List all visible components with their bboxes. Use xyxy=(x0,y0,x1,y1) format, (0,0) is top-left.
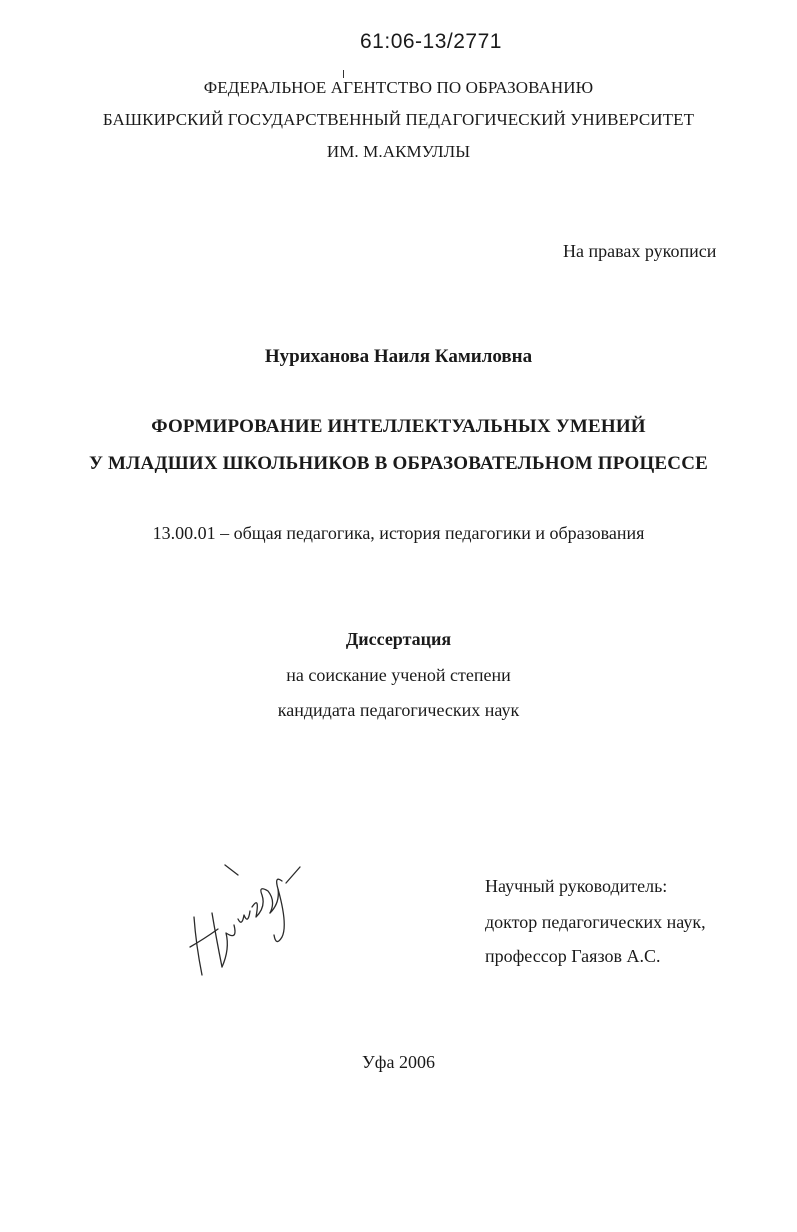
handwritten-signature-icon xyxy=(178,855,308,985)
city-and-year: Уфа 2006 xyxy=(362,1052,435,1072)
degree-line-2: кандидата педагогических наук xyxy=(277,700,520,720)
thesis-title-line-2: У МЛАДШИХ ШКОЛЬНИКОВ В ОБРАЗОВАТЕЛЬНОМ ПРОЦЕССЕ xyxy=(88,453,709,474)
thesis-title-line-1: ФОРМИРОВАНИЕ ИНТЕЛЛЕКТУАЛЬНЫХ УМЕНИЙ xyxy=(151,416,646,437)
university-named-after: ИМ. М.АКМУЛЛЫ xyxy=(326,142,471,161)
manuscript-note: На правах рукописи xyxy=(563,241,717,261)
degree-line-1: на соискание ученой степени xyxy=(286,665,511,685)
advisor-degree: доктор педагогических наук, xyxy=(485,912,706,932)
author-name: Нурихановa Наиля Камиловна xyxy=(264,346,533,367)
university-name: БАШКИРСКИЙ ГОСУДАРСТВЕННЫЙ ПЕДАГОГИЧЕСКИЙ УНИВЕРСИТЕТ xyxy=(102,110,695,129)
advisor-label: Научный руководитель: xyxy=(485,876,668,896)
advisor-name: профессор Гаязов А.С. xyxy=(485,946,661,966)
scan-mark xyxy=(343,70,344,78)
specialty-code: 13.00.01 – общая педагогика, история педагогики и образования xyxy=(152,523,645,543)
archive-code: 61:06-13/2771 xyxy=(360,30,502,53)
agency-name: ФЕДЕРАЛЬНОЕ АГЕНТСТВО ПО ОБРАЗОВАНИЮ xyxy=(203,78,594,97)
document-type: Диссертация xyxy=(345,629,452,649)
